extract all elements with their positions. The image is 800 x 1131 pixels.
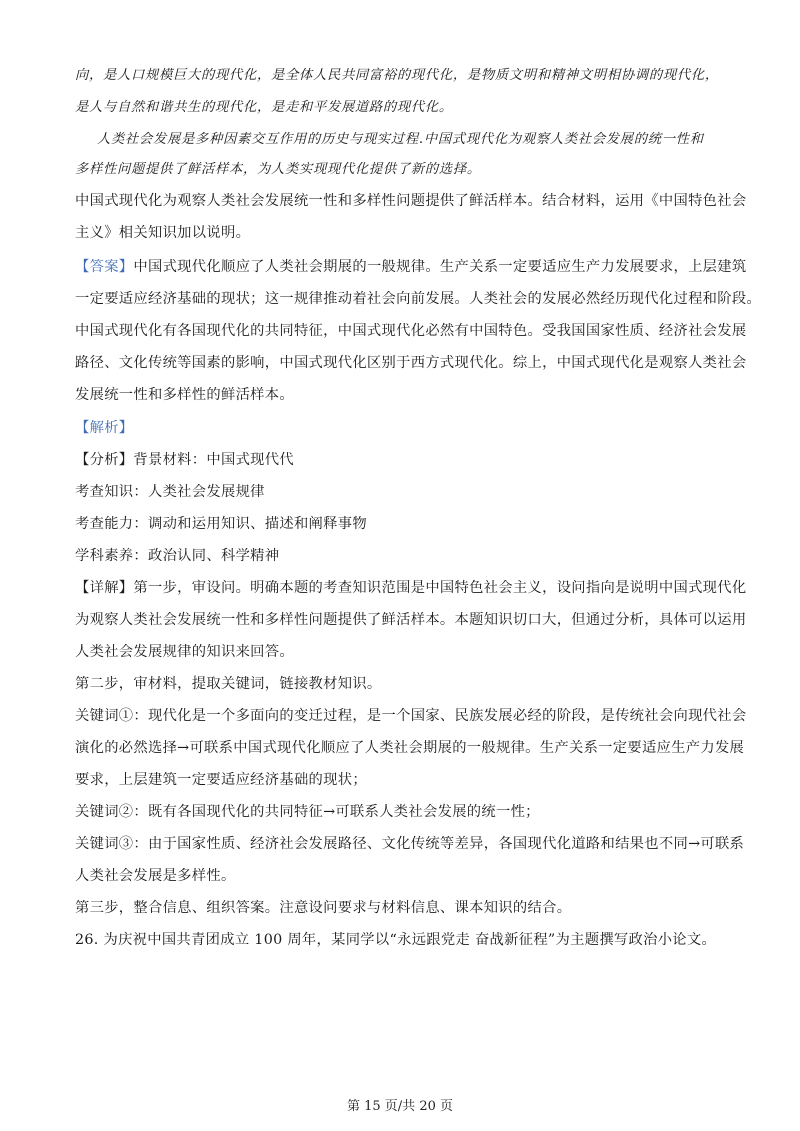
answer-line xyxy=(75,257,746,277)
analysis-ability: 考查能力：调动和运用知识、描述和阐释事物 xyxy=(75,516,367,532)
material-line: 向，是人口规模巨大的现代化，是全体人民共同富裕的现代化，是物质文明和精神文明相协调的现代化， xyxy=(75,68,719,83)
material-line: 人类社会发展是多种因素交互作用的历史与现实过程.中国式现代化为观察人类社会发展的统一性和 xyxy=(97,132,704,147)
detail-line: 人类社会发展规律的知识来回答。 xyxy=(75,644,294,660)
answer-tag: 【答案】 xyxy=(75,259,134,275)
answer-text: 中国式现代化顺应了人类社会期展的一般规律。生产关系一定要适应生产力发展要求，上层建筑 xyxy=(133,259,747,275)
keyword-3-line: 关键词③：由于国家性质、经济社会发展路径、文化传统等差异，各国现代化道路和结果也不同→可联系 xyxy=(75,836,745,852)
analysis-background: 【分析】背景材料：中国式现代代 xyxy=(75,452,294,468)
keyword-2-line: 关键词②：既有各国现代化的共同特征→可联系人类社会发展的统一性； xyxy=(75,804,540,820)
detail-line: 为观察人类社会发展统一性和多样性问题提供了鲜活样本。本题知识切口大，但通过分析，具体可以运用 xyxy=(75,612,747,628)
question-line: 中国式现代化为观察人类社会发展统一性和多样性问题提供了鲜活样本。结合材料，运用《中国特色社会 xyxy=(75,193,747,209)
analysis-knowledge: 考查知识：人类社会发展规律 xyxy=(75,484,265,500)
detail-step2: 第二步，审材料，提取关键词，链接教材知识。 xyxy=(75,676,382,692)
answer-line: 一定要适应经济基础的现状；这一规律推动着社会向前发展。人类社会的发展必然经历现代化过程和阶段。 xyxy=(75,291,762,307)
answer-line: 路径、文化传统等国素的影响，中国式现代化区别于西方式现代化。综上，中国式现代化是观察人类社会 xyxy=(75,355,747,371)
keyword-1-line: 要求，上层建筑一定要适应经济基础的现状； xyxy=(75,772,367,788)
page-number: 第 15 页/共 20 页 xyxy=(347,1099,453,1114)
analysis-tag: 【解析】 xyxy=(75,420,134,436)
analysis-literacy: 学科素养：政治认同、科学精神 xyxy=(75,548,280,564)
question-26: 26. 为庆祝中国共青团成立 100 周年，某同学以“永远跟党走 奋战新征程”为主题撰写政治小论文。 xyxy=(75,932,717,948)
question-line: 主义》相关知识加以说明。 xyxy=(75,225,251,241)
keyword-3-line: 人类社会发展是多样性。 xyxy=(75,868,236,884)
detail-line: 【详解】第一步，审设问。明确本题的考查知识范围是中国特色社会主义，设问指向是说明中国式现代化 xyxy=(75,580,747,596)
material-line: 多样性问题提供了鲜活样本，为人类实现现代化提供了新的选择。 xyxy=(75,162,481,177)
keyword-1-line: 演化的必然选择→可联系中国式现代化顺应了人类社会期展的一般规律。生产关系一定要适应生产力发展 xyxy=(75,740,745,756)
answer-line: 中国式现代化有各国现代化的共同特征，中国式现代化必然有中国特色。受我国国家性质、经济社会发展 xyxy=(75,323,747,339)
keyword-1-line: 关键词①：现代化是一个多面向的变迁过程，是一个国家、民族发展必经的阶段，是传统社会向现代社会 xyxy=(75,708,747,724)
answer-line: 发展统一性和多样性的鲜活样本。 xyxy=(75,387,294,403)
material-line: 是人与自然和谐共生的现代化，是走和平发展道路的现代化。 xyxy=(75,100,453,115)
detail-step3: 第三步，整合信息、组织答案。注意设问要求与材料信息、课本知识的结合。 xyxy=(75,900,572,916)
